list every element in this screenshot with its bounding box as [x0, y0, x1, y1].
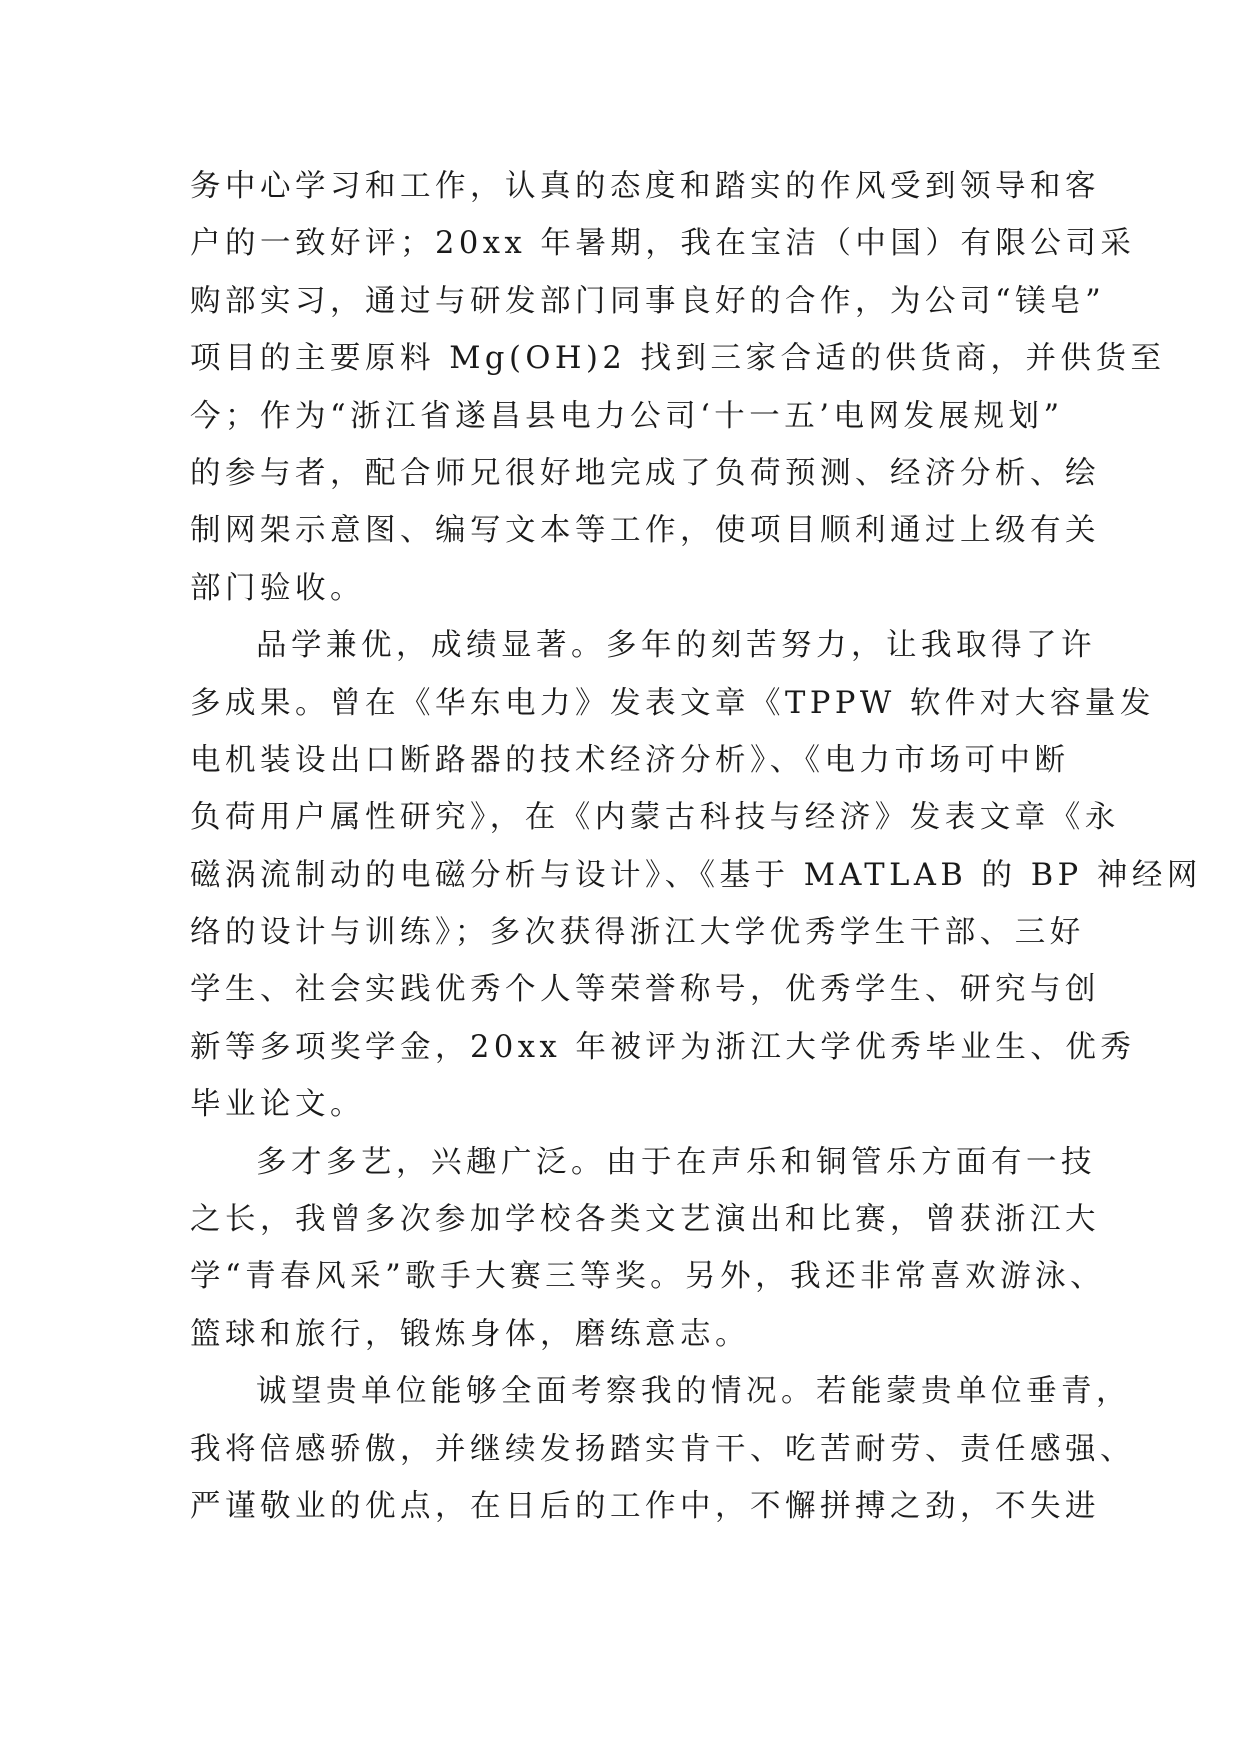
- text-line: 新等多项奖学金，20xx 年被评为浙江大学优秀毕业生、优秀: [190, 1029, 1136, 1065]
- paragraph-continued-experience: [190, 158, 1166, 617]
- paragraph-achievements: [190, 617, 1202, 1134]
- text-line: 部门验收。: [190, 570, 365, 606]
- document-body: [190, 158, 1202, 1535]
- text-line: 学生、社会实践优秀个人等荣誉称号，优秀学生、研究与创: [190, 972, 1100, 1008]
- text-line: 之长，我曾多次参加学校各类文艺演出和比赛，曾获浙江大: [190, 1202, 1100, 1238]
- text-line: 多成果。曾在《华东电力》发表文章《TPPW 软件对大容量发: [190, 685, 1155, 721]
- text-line: 电机装设出口断路器的技术经济分析》、《电力市场可中断: [190, 742, 1070, 778]
- text-line: 品学兼优，成绩显著。多年的刻苦努力，让我取得了许: [256, 628, 1096, 664]
- text-line: 严谨敬业的优点，在日后的工作中，不懈拼搏之劲，不失进: [190, 1488, 1100, 1524]
- text-line: 今；作为“浙江省遂昌县电力公司‘十一五’电网发展规划”: [190, 398, 1064, 434]
- text-line: 诚望贵单位能够全面考察我的情况。若能蒙贵单位垂青，: [256, 1374, 1131, 1410]
- text-line: 多才多艺，兴趣广泛。由于在声乐和铜管乐方面有一技: [256, 1144, 1096, 1180]
- text-line: 篮球和旅行，锻炼身体，磨练意志。: [190, 1316, 750, 1352]
- text-line: 购部实习，通过与研发部门同事良好的合作，为公司“镁皂”: [190, 283, 1106, 319]
- text-line: 制网架示意图、编写文本等工作，使项目顺利通过上级有关: [190, 513, 1100, 549]
- text-line: 负荷用户属性研究》，在《内蒙古科技与经济》发表文章《永: [190, 800, 1120, 836]
- text-line: 学“青春风采”歌手大赛三等奖。另外，我还非常喜欢游泳、: [190, 1259, 1106, 1295]
- text-line: 我将倍感骄傲，并继续发扬踏实肯干、吃苦耐劳、责任感强、: [190, 1431, 1135, 1467]
- text-line: 项目的主要原料 Mg(OH)2 找到三家合适的供货商，并供货至: [190, 341, 1166, 377]
- paragraph-closing: [190, 1363, 1135, 1535]
- text-line: 毕业论文。: [190, 1087, 365, 1123]
- text-line: 的参与者，配合师兄很好地完成了负荷预测、经济分析、绘: [190, 455, 1100, 491]
- text-line: 户的一致好评；20xx 年暑期，我在宝洁（中国）有限公司采: [190, 226, 1136, 262]
- text-line: 磁涡流制动的电磁分析与设计》、《基于 MATLAB 的 BP 神经网: [190, 857, 1202, 893]
- paragraph-talents: [190, 1134, 1106, 1364]
- text-line: 务中心学习和工作，认真的态度和踏实的作风受到领导和客: [190, 169, 1100, 204]
- text-line: 络的设计与训练》；多次获得浙江大学优秀学生干部、三好: [190, 915, 1085, 951]
